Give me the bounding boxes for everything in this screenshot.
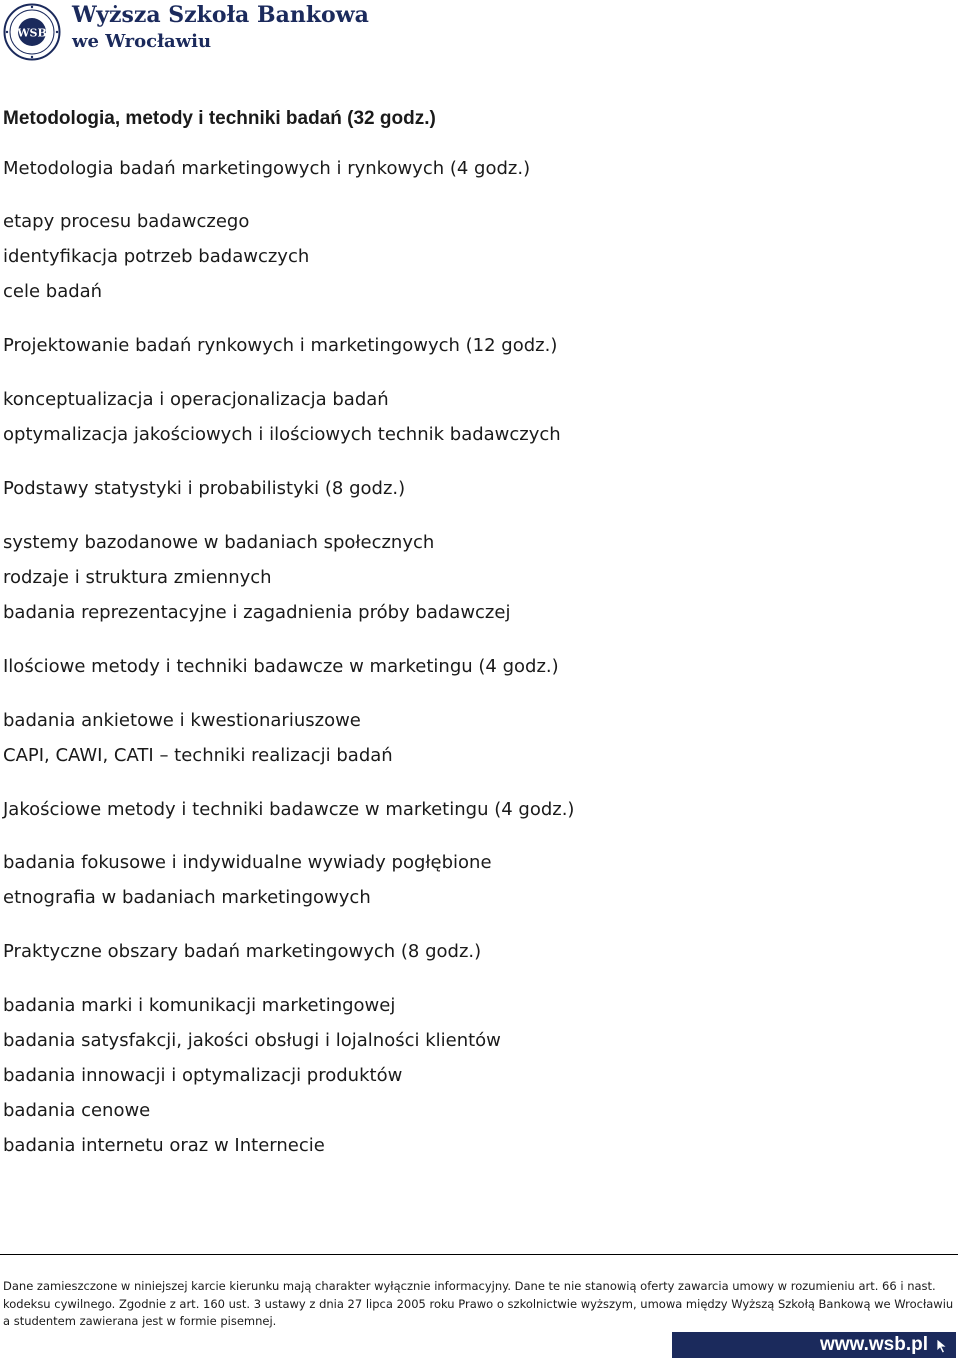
list-item: identyfikacja potrzeb badawczych [3,246,310,267]
section-heading: Jakościowe metody i techniki badawcze w marketingu (4 godz.) [3,799,575,820]
brand-name: Wyższa Szkoła Bankowa [72,2,369,28]
section-heading: Ilościowe metody i techniki badawcze w marketingu (4 godz.) [3,656,559,677]
list-item: konceptualizacja i operacjonalizacja badań [3,389,389,410]
list-item: badania internetu oraz w Internecie [3,1135,325,1156]
footer-disclaimer-line: kodeksu cywilnego. Zgodnie z art. 160 ust. 3 ustawy z dnia 27 lipca 2005 roku Prawo o szkolnictwie wyższym, umowa między Wyższą Szkołą Bankową we Wrocławiu [3,1297,954,1311]
list-item: rodzaje i struktura zmiennych [3,567,272,588]
list-item: badania ankietowe i kwestionariuszowe [3,710,361,731]
list-item: badania satysfakcji, jakości obsługi i lojalności klientów [3,1030,501,1051]
list-item: CAPI, CAWI, CATI – techniki realizacji badań [3,745,393,766]
section-heading: Metodologia badań marketingowych i rynkowych (4 godz.) [3,158,531,179]
brand-city: we Wrocławiu [72,31,212,52]
footer-disclaimer-line: Dane zamieszczone w niniejszej karcie kierunku mają charakter wyłącznie informacyjny. Dane te nie stanowią oferty zawarcia umowy w rozumieniu art. 66 i nast. [3,1279,936,1293]
list-item: badania cenowe [3,1100,151,1121]
list-item: badania marki i komunikacji marketingowej [3,995,396,1016]
page-header [0,0,960,64]
cursor-icon [936,1338,950,1354]
university-seal-logo [3,3,61,61]
seal-text: WSB [17,26,47,40]
list-item: cele badań [3,281,103,302]
list-item: optymalizacja jakościowych i ilościowych technik badawczych [3,424,561,445]
section-heading: Praktyczne obszary badań marketingowych (8 godz.) [3,941,482,962]
section-heading: Podstawy statystyki i probabilistyki (8 godz.) [3,478,406,499]
footer-disclaimer-line: a studentem zawierana jest w formie pisemnej. [3,1314,277,1328]
list-item: systemy bazodanowe w badaniach społecznych [3,532,435,553]
footer-divider [0,1254,958,1255]
website-badge[interactable] [672,1332,956,1358]
section-heading: Projektowanie badań rynkowych i marketingowych (12 godz.) [3,335,558,356]
document-title: Metodologia, metody i techniki badań (32 godz.) [3,108,436,129]
list-item: etnografia w badaniach marketingowych [3,887,371,908]
list-item: badania fokusowe i indywidualne wywiady pogłębione [3,852,492,873]
list-item: badania reprezentacyjne i zagadnienia próby badawczej [3,602,511,623]
website-link[interactable]: www.wsb.pl [819,1334,928,1355]
list-item: badania innowacji i optymalizacji produktów [3,1065,403,1086]
list-item: etapy procesu badawczego [3,211,250,232]
